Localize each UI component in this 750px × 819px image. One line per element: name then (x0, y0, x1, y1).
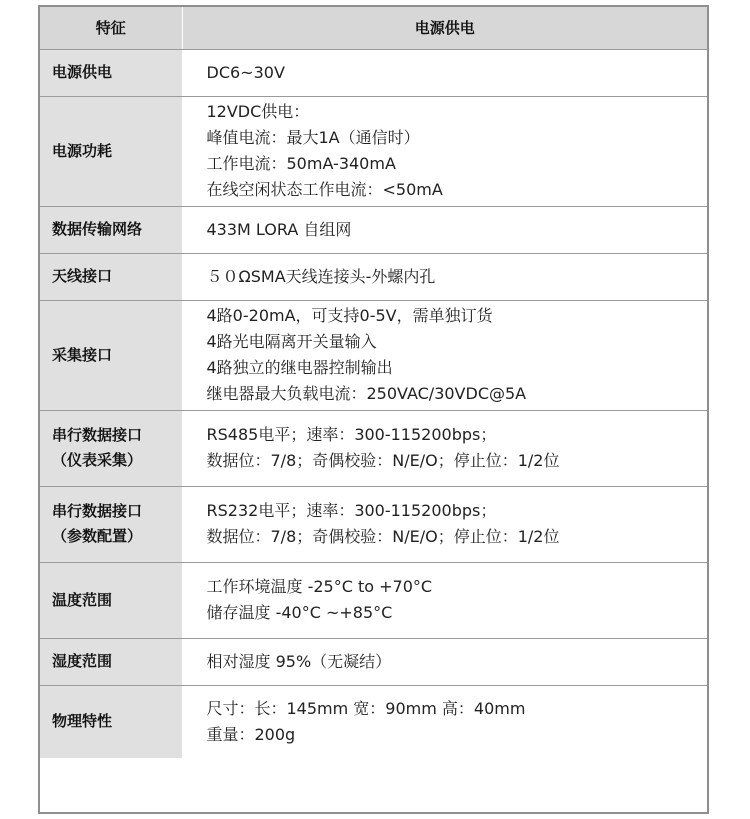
row-value-line: 工作环境温度 -25°C to +70°C (206, 577, 433, 596)
row-label (40, 410, 182, 486)
row-value-line: 433M LORA 自组网 (206, 219, 352, 239)
row-label (40, 638, 182, 685)
row-value (182, 206, 707, 253)
row-label-line: 串行数据接口 (52, 502, 143, 520)
row-value-line: RS485电平；速率：300-115200bps； (206, 425, 497, 444)
table-row (40, 206, 707, 253)
row-value-line: RS232电平；速率：300-115200bps； (206, 501, 497, 520)
row-label-line: 电源供电 (52, 63, 113, 81)
row-label-line: 天线接口 (52, 267, 113, 285)
row-label (40, 300, 182, 410)
table-row (40, 253, 707, 300)
row-value-line: 继电器最大负载电流：250VAC/30VDC@5A (206, 384, 527, 403)
row-value (182, 253, 707, 300)
row-value-line: DC6~30V (206, 62, 285, 82)
row-label-line: 物理特性 (52, 712, 113, 731)
row-value (182, 638, 707, 685)
row-label (40, 253, 182, 300)
row-label-line: 湿度范围 (52, 652, 113, 670)
row-label-line: 串行数据接口 (52, 426, 143, 444)
row-label-line: 电源功耗 (52, 141, 113, 160)
table-row (40, 300, 707, 410)
row-label (40, 96, 182, 206)
row-value-line: 在线空闲状态工作电流：<50mA (206, 180, 443, 199)
header-power-supply: 电源供电 (182, 7, 707, 49)
header-feature: 特征 (40, 7, 182, 49)
spec-table-frame (38, 5, 709, 814)
row-label-line: （参数配置） (52, 527, 143, 545)
row-value (182, 486, 707, 562)
row-value-line: 12VDC供电： (206, 102, 310, 121)
row-value (182, 685, 707, 758)
row-label (40, 49, 182, 96)
row-label (40, 486, 182, 562)
row-label (40, 562, 182, 638)
row-value-line: 重量：200g (206, 724, 296, 744)
row-value-line: 工作电流：50mA-340mA (206, 154, 396, 173)
row-value (182, 49, 707, 96)
row-value-line: 数据位：7/8；奇偶校验：N/E/O；停止位：1/2位 (206, 527, 560, 546)
row-label-line: 数据传输网络 (52, 220, 143, 238)
row-value (182, 300, 707, 410)
row-value (182, 562, 707, 638)
table-row (40, 486, 707, 562)
row-value-line: 储存温度 -40°C ~+85°C (206, 603, 393, 622)
row-value (182, 410, 707, 486)
row-value-line: 峰值电流：最大1A（通信时） (206, 128, 420, 147)
row-value-line: 尺寸：长：145mm 宽：90mm 高：40mm (206, 698, 526, 718)
row-value-line: 数据位：7/8；奇偶校验：N/E/O；停止位：1/2位 (206, 451, 560, 470)
row-label-line: （仪表采集） (52, 451, 143, 469)
row-label-line: 采集接口 (52, 345, 113, 364)
row-label (40, 685, 182, 758)
table-header-row (40, 7, 707, 49)
spec-table (40, 7, 707, 758)
table-row (40, 685, 707, 758)
row-value-line: 相对湿度 95%（无凝结） (206, 651, 392, 671)
table-row (40, 96, 707, 206)
table-row (40, 638, 707, 685)
row-value-line: 4路0-20mA，可支持0-5V，需单独订货 (206, 306, 493, 325)
row-value-line: 4路光电隔离开关量输入 (206, 332, 377, 351)
table-row (40, 410, 707, 486)
table-row (40, 562, 707, 638)
row-value-line: 4路独立的继电器控制输出 (206, 358, 393, 377)
table-row (40, 49, 707, 96)
row-value-line: ５０ΩSMA天线连接头-外螺内孔 (206, 266, 436, 286)
row-label (40, 206, 182, 253)
row-value (182, 96, 707, 206)
row-label-line: 温度范围 (52, 590, 113, 609)
